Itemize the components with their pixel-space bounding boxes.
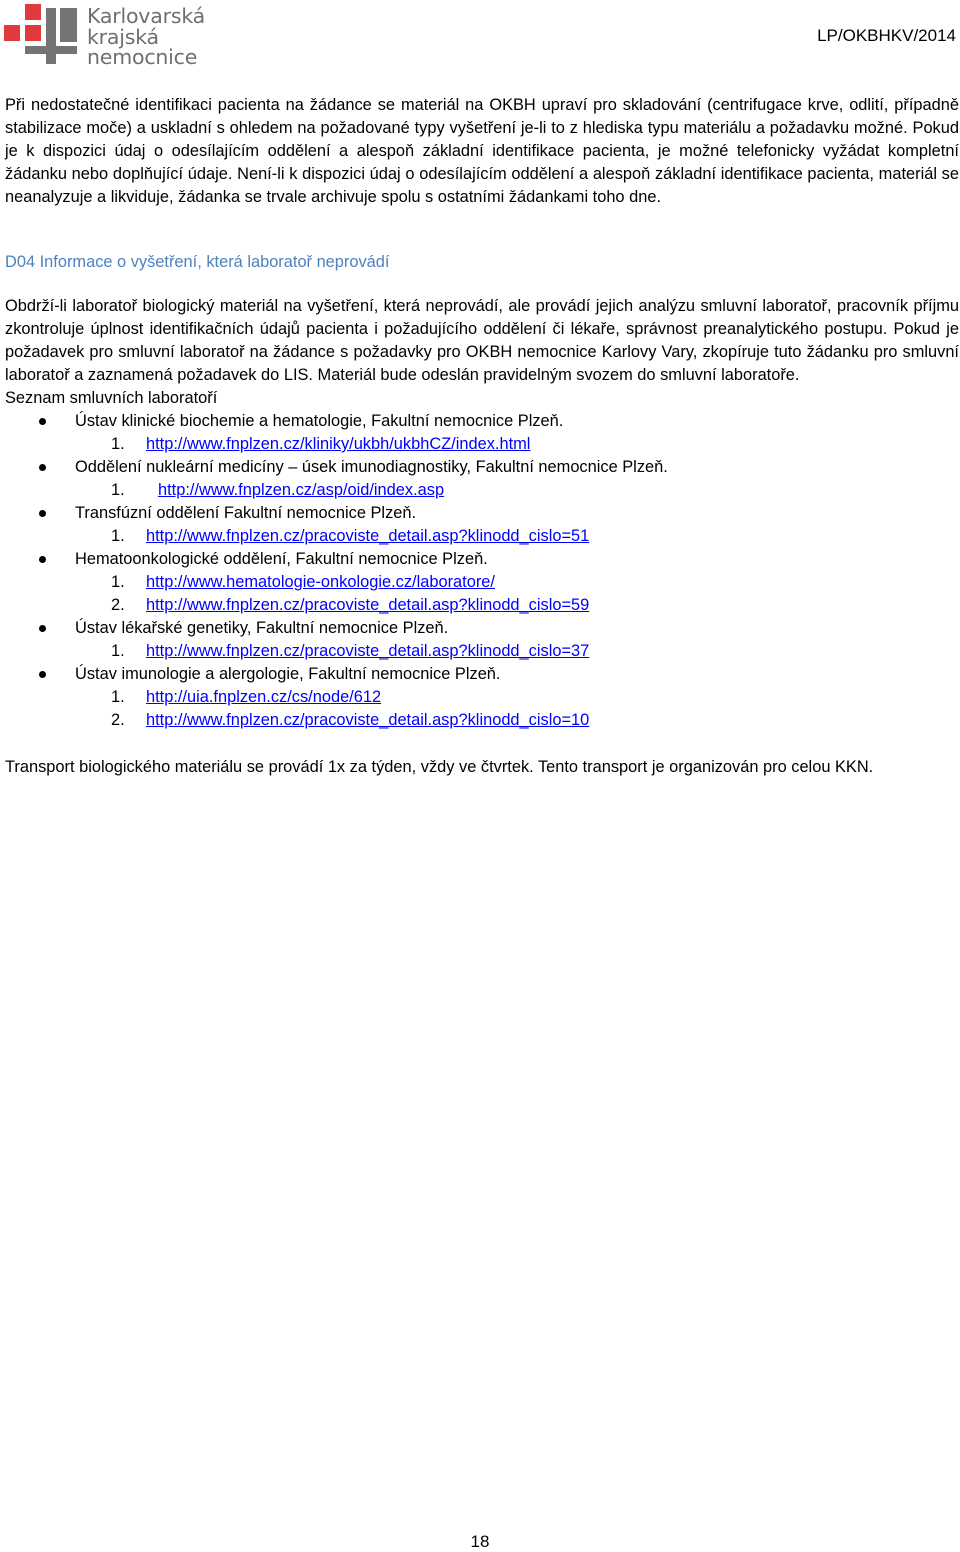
link-item	[75, 479, 959, 502]
bullet-icon	[39, 464, 46, 471]
lab-links	[75, 479, 959, 502]
lab-link[interactable]: http://www.fnplzen.cz/asp/oid/index.asp	[158, 481, 445, 499]
list-item	[5, 410, 959, 456]
document-body	[5, 94, 959, 795]
link-number: 2.	[111, 711, 125, 729]
list-item	[5, 456, 959, 502]
lab-link[interactable]: http://www.fnplzen.cz/kliniky/ukbh/ukbhCZ/index.html	[146, 435, 531, 453]
list-item	[5, 502, 959, 548]
lab-links	[75, 433, 959, 456]
hospital-logo	[4, 4, 214, 70]
link-number: 1.	[111, 527, 125, 545]
link-item	[75, 571, 959, 594]
bullet-icon	[39, 510, 46, 517]
logo-line-1: Karlovarská	[87, 4, 205, 28]
paragraph-transport: Transport biologického materiálu se provádí 1x za týden, vždy ve čtvrtek. Tento transport je organizován pro celou KKN.	[5, 758, 874, 776]
paragraph-contract-labs: Obdrží-li laboratoř biologický materiál na vyšetření, která neprovádí, ale provádí jejich analýzu smluvní laboratoř, pracovník příjmu zkontroluje úplnost identifikačních údajů pacienta i požadujícího oddělení či lékaře, správnost preanalytického postupu. Pokud je požadavek pro smluvní laboratoř na žádance s požadavky pro OKBH nemocnice Karlovy Vary, zkopíruje tuto žádanku pro smluvní laboratoř a zaznamená požadavek do LIS. Materiál bude odeslán pravidelným svozem do smluvní laboratoře.	[5, 297, 959, 384]
link-number: 1.	[111, 573, 125, 591]
document-code: LP/OKBHKV/2014	[817, 26, 956, 45]
contract-labs-list	[5, 410, 959, 732]
lab-link[interactable]: http://www.fnplzen.cz/pracoviste_detail.asp?klinodd_cislo=59	[146, 596, 590, 614]
logo-line-2: krajská	[87, 24, 159, 49]
list-item	[5, 663, 959, 732]
lab-links	[75, 640, 959, 663]
lab-name: Ústav lékařské genetiky, Fakultní nemocnice Plzeň.	[75, 619, 449, 637]
link-number: 1.	[111, 481, 125, 499]
paragraph-identification: Při nedostatečné identifikaci pacienta na žádance se materiál na OKBH upraví pro skladování (centrifugace krve, odlití, případně stabilizace moče) a uskladní s ohledem na požadované typy vyšetření je-li to z hlediska typu materiálu a požadavku možné. Pokud je k dispozici údaj o odesílajícím oddělení a alespoň základní identifikace pacienta, je možné telefonicky vyžádat kompletní žádanku nebo doplňující údaje. Není-li k dispozici údaj o odesílajícím oddělení a alespoň základní identifikace pacienta, materiál se neanalyzuje a likviduje, žádanka se trvale archivuje spolu s ostatními žádankami toho dne.	[5, 96, 959, 206]
logo-text	[87, 6, 205, 68]
section-heading: D04 Informace o vyšetření, která laboratoř neprovádí	[5, 253, 390, 271]
logo-line-3: nemocnice	[87, 45, 198, 69]
link-number: 1.	[111, 435, 125, 453]
link-item	[75, 640, 959, 663]
bullet-icon	[39, 671, 46, 678]
lab-link[interactable]: http://uia.fnplzen.cz/cs/node/612	[146, 688, 382, 706]
lab-link[interactable]: http://www.fnplzen.cz/pracoviste_detail.asp?klinodd_cislo=37	[146, 642, 590, 660]
lab-link[interactable]: http://www.fnplzen.cz/pracoviste_detail.asp?klinodd_cislo=10	[146, 711, 590, 729]
link-number: 1.	[111, 642, 125, 660]
link-item	[75, 686, 959, 709]
logo-cross-icon	[4, 4, 84, 70]
link-item	[75, 709, 959, 732]
page-header	[0, 0, 960, 75]
lab-name: Oddělení nukleární medicíny – úsek imunodiagnostiky, Fakultní nemocnice Plzeň.	[75, 458, 668, 476]
bullet-icon	[39, 418, 46, 425]
lab-name: Hematoonkologické oddělení, Fakultní nemocnice Plzeň.	[75, 550, 488, 568]
link-number: 1.	[111, 688, 125, 706]
lab-name: Ústav imunologie a alergologie, Fakultní nemocnice Plzeň.	[75, 665, 501, 683]
contract-labs-title: Seznam smluvních laboratoří	[5, 389, 218, 407]
page-number: 18	[470, 1532, 490, 1551]
lab-link[interactable]: http://www.fnplzen.cz/pracoviste_detail.asp?klinodd_cislo=51	[146, 527, 590, 545]
lab-link[interactable]: http://www.hematologie-onkologie.cz/laboratore/	[146, 573, 495, 591]
link-item	[75, 525, 959, 548]
link-item	[75, 433, 959, 456]
link-number: 2.	[111, 596, 125, 614]
bullet-icon	[39, 556, 46, 563]
lab-links	[75, 686, 959, 732]
lab-links	[75, 571, 959, 617]
list-item	[5, 617, 959, 663]
lab-links	[75, 525, 959, 548]
lab-name: Ústav klinické biochemie a hematologie, Fakultní nemocnice Plzeň.	[75, 412, 564, 430]
list-item	[5, 548, 959, 617]
bullet-icon	[39, 625, 46, 632]
link-item	[75, 594, 959, 617]
lab-name: Transfúzní oddělení Fakultní nemocnice Plzeň.	[75, 504, 417, 522]
